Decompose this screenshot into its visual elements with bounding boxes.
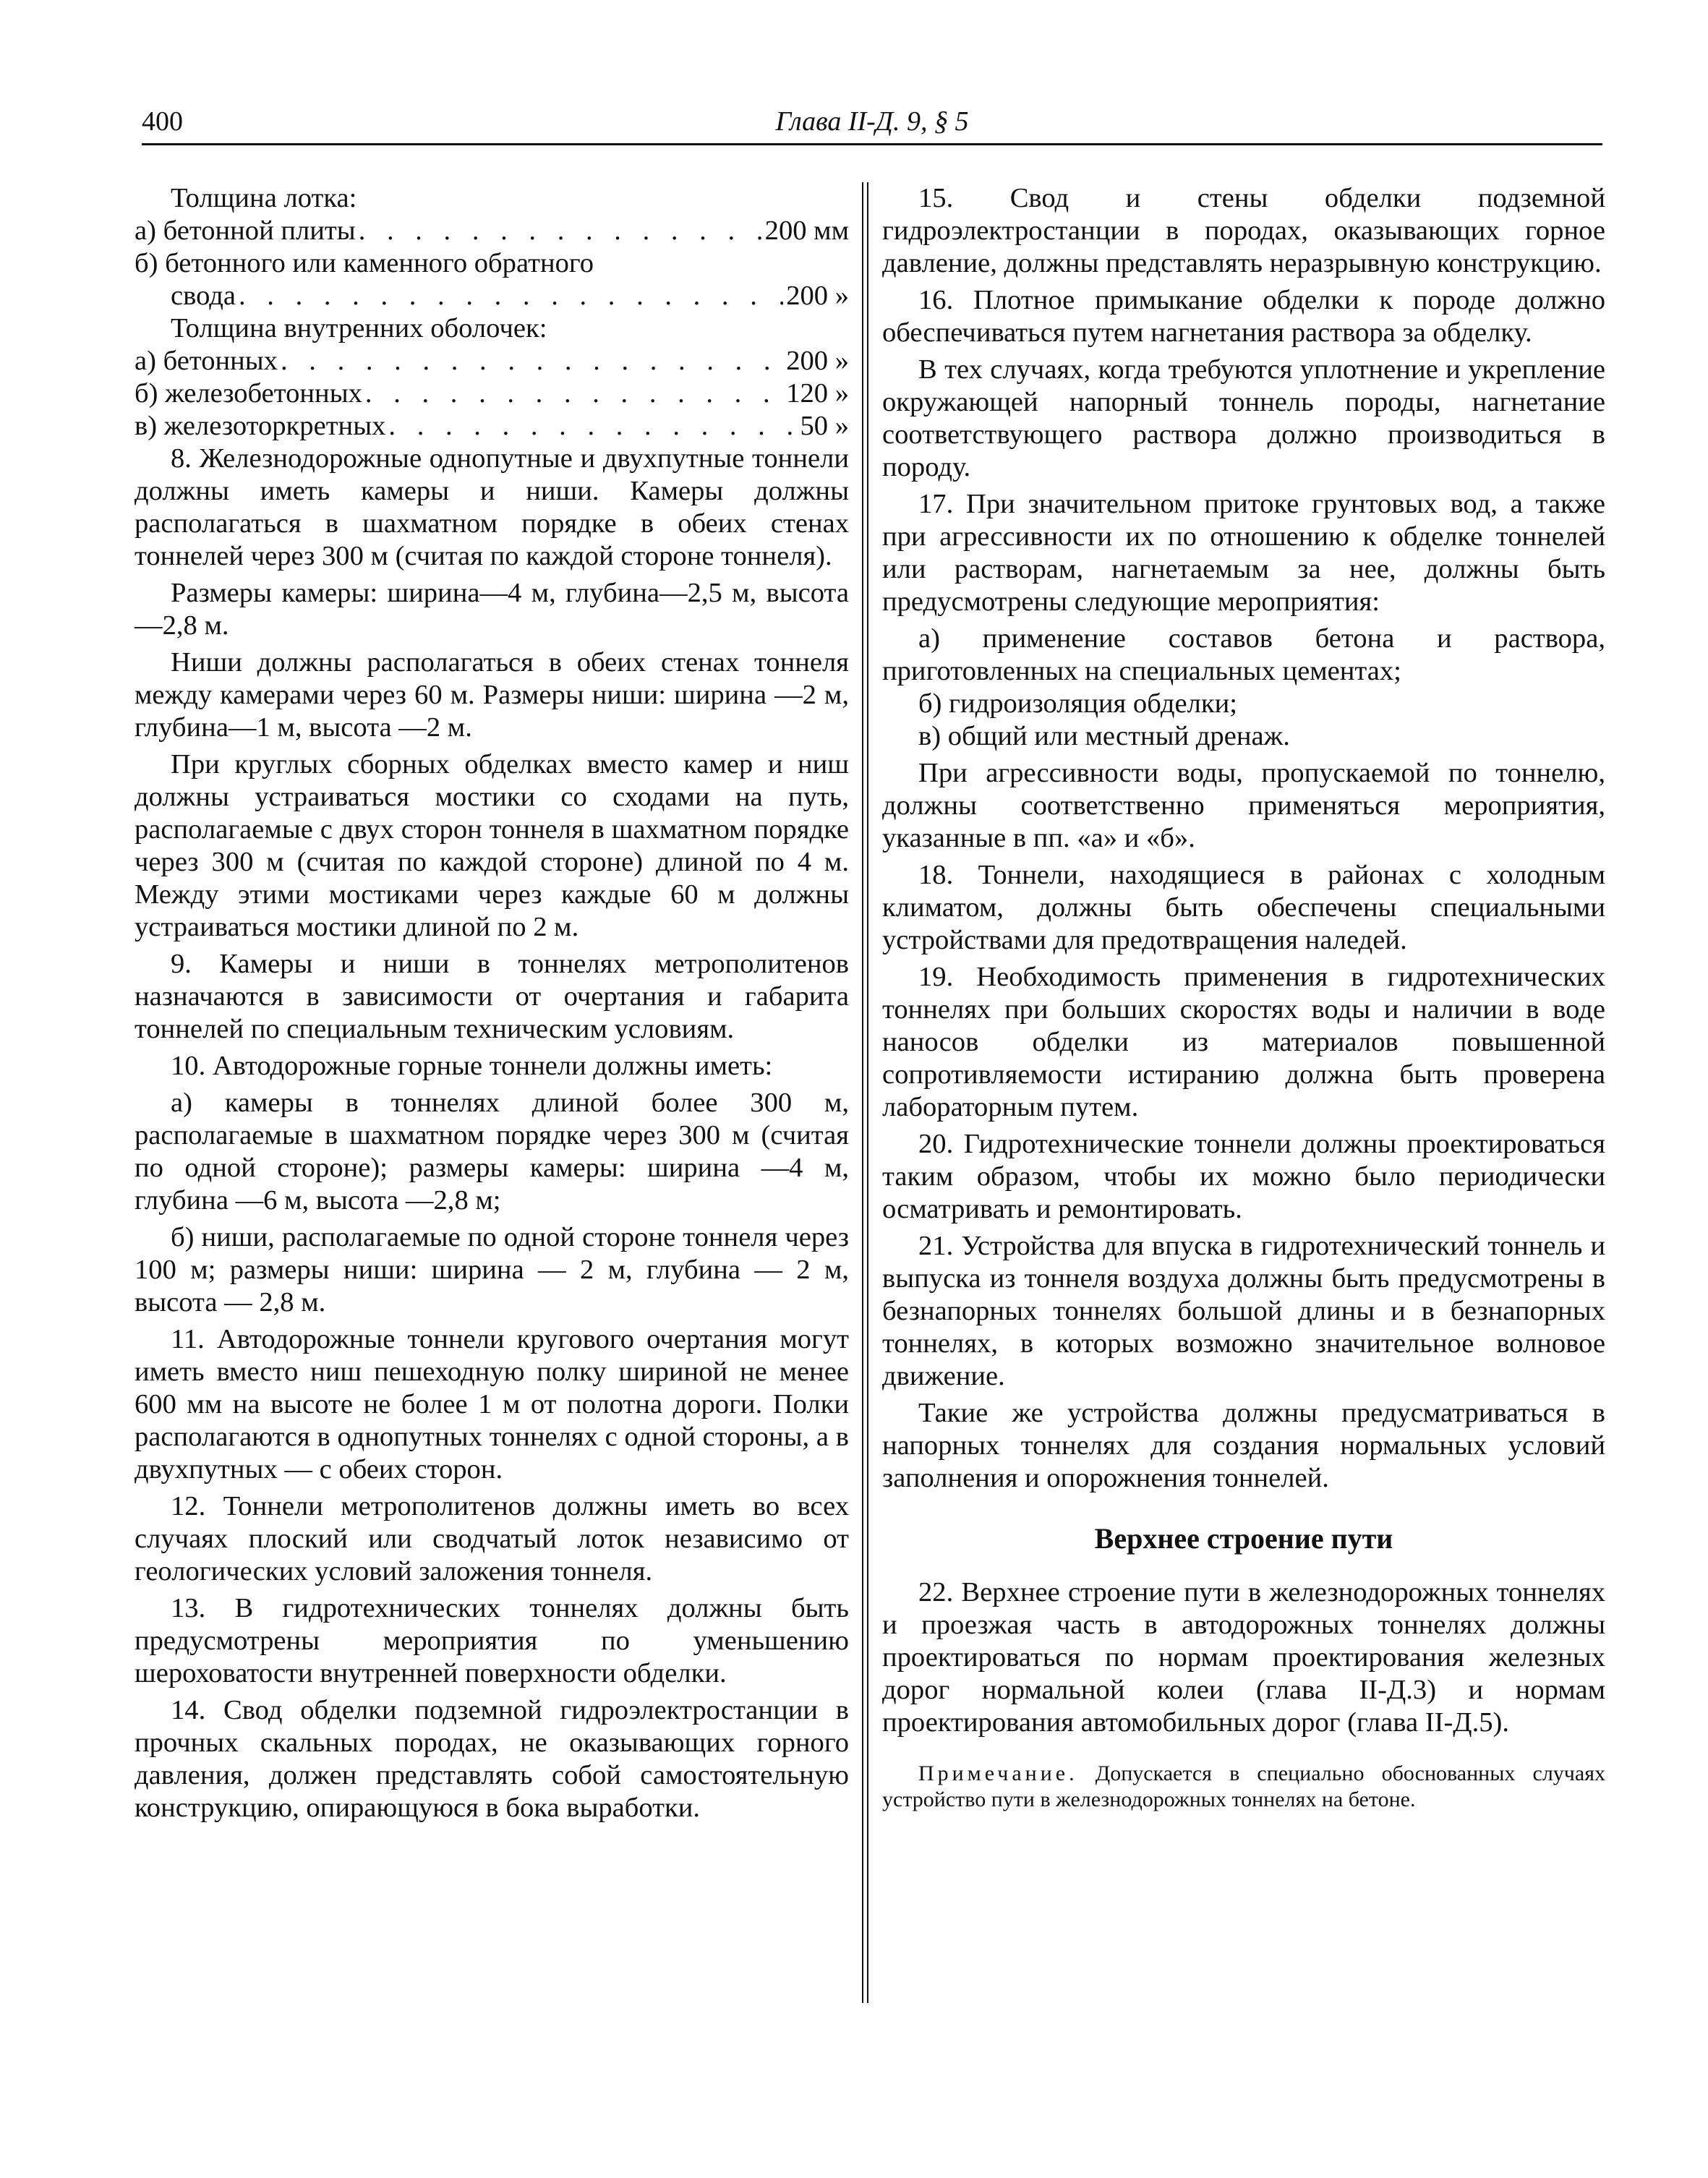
paragraph: 15. Свод и стены обделки подземной гидроэлектростанции в породах, оказывающих горное давление, должны представлять неразрывную конструкцию. [882,183,1605,278]
running-header [142,106,1602,145]
paragraph: б) ниши, располагаемые по одной стороне тоннеля через 100 м; размеры ниши: ширина — 2 м, глубина — 2 м, высота — 2,8 м. [134,1222,849,1318]
list-item: в) общий или местный дренаж. [918,721,1290,751]
spec-value: 200 мм [764,215,849,246]
spec-label: в) железоторкретных [134,411,386,441]
paragraph: 19. Необходимость применения в гидротехнических тоннелях при больших скоростях воды и наличии в воде наносов обделки из материалов повышенной сопротивляемости истиранию должна быть проверена лабораторным путем. [882,962,1605,1122]
list-item: а) применение составов бетона и раствора, приготовленных на специальных цементах; [882,623,1605,686]
paragraph: Ниши должны располагаться в обеих стенах тоннеля между камерами через 60 м. Размеры ниши: ширина —2 м, глубина—1 м, высота —2 м. [134,647,849,743]
leader-dots [388,410,797,443]
spec-value: 50 » [800,411,849,441]
tray-thickness-heading: Толщина лотка: [171,183,357,213]
spec-row [134,345,849,377]
spec-value: 200 » [786,346,849,376]
spec-label: а) бетонных [134,346,278,376]
spec-value: 120 » [786,378,849,409]
paragraph: Такие же устройства должны предусматриваться в напорных тоннелях для создания нормальных условий заполнения и опорожнения тоннелей. [882,1398,1605,1493]
spec-label: б) железобетонных [134,378,362,409]
list-item: б) гидроизоляция обделки; [918,688,1237,719]
paragraph: При круглых сборных обделках вместо камер и ниш должны устраиваться мостики со сходами на путь, располагаемые с двух сторон тоннеля в шахматном порядке через 300 м (считая по каждой стороне) длиной по 4 м. Между этими мостиками через каждые 60 м должны устраиваться мостики длиной по 2 м. [134,749,849,942]
paragraph: В тех случаях, когда требуются уплотнение и укрепление окружающей напорный тоннель породы, нагнетание соответствующего раствора должно производиться в породу. [882,354,1605,482]
paragraph: При агрессивности воды, пропускаемой по тоннелю, должны соответственно применяться мероприятия, указанные в пп. «а» и «б». [882,758,1605,853]
paragraph: 17. При значительном притоке грунтовых вод, а также при агрессивности их по отношению к обделке тоннелей или растворам, нагнетаемым за нее, должны быть предусмотрены следующие мероприятия: [882,489,1605,617]
leader-dots [281,345,783,377]
note-text: Допускается в специально обоснованных случаях устройство пути в железнодорожных тоннелях на бетоне. [882,1761,1605,1811]
leader-dots [359,215,762,247]
paragraph: 22. Верхнее строение пути в железнодорожных тоннелях и проезжая часть в автодорожных тоннелях должны проектироваться по нормам проектирования железных дорог нормальной колеи (глава II-Д.3) и нормам проектирования автомобильных дорог (глава II-Д.5). [882,1577,1605,1738]
paragraph: 21. Устройства для впуска в гидротехнический тоннель и выпуска из тоннеля воздуха должны быть предусмотрены в безнапорных тоннелях большой длины и в безнапорных тоннелях, в которых возможно значительное волновое движение. [882,1231,1605,1391]
column-divider [867,182,868,2003]
left-column [134,182,849,1824]
paragraph: 14. Свод обделки подземной гидроэлектростанции в прочных скальных породах, не оказывающих горного давления, должен представлять собой самостоятельную конструкцию, опирающуюся в бока выработки. [134,1695,849,1823]
spec-label: свода [171,281,236,311]
section-heading: Верхнее строение пути [1094,1522,1393,1555]
paragraph: 8. Железнодорожные однопутные и двухпутные тоннели должны иметь камеры и ниши. Камеры должны располагаться в шахматном порядке в обеих стенах тоннелей через 300 м (считая по каждой стороне тоннеля). [134,443,849,571]
column-divider [862,182,863,2003]
note-label: Примечание. [918,1761,1078,1785]
paragraph: Размеры камеры: ширина—4 м, глубина—2,5 м, высота —2,8 м. [134,578,849,641]
leader-dots [365,377,783,410]
spec-value: 200 » [786,281,849,311]
paragraph: 16. Плотное примыкание обделки к породе должно обеспечиваться путем нагнетания раствора за обделку. [882,285,1605,348]
paragraph: 9. Камеры и ниши в тоннелях метрополитенов назначаются в зависимости от очертания и габарита тоннелей по специальным техническим условиям. [134,949,849,1044]
running-title: Глава II-Д. 9, § 5 [775,106,969,137]
paragraph: 18. Тоннели, находящиеся в районах с холодным климатом, должны быть обеспечены специальными устройствами для предотвращения наледей. [882,860,1605,955]
paragraph: 12. Тоннели метрополитенов должны иметь во всех случаях плоский или сводчатый лоток независимо от геологических условий заложения тоннеля. [134,1491,849,1586]
spec-row [134,280,849,312]
paragraph: 11. Автодорожные тоннели кругового очертания могут иметь вместо ниш пешеходную полку шириной не менее 600 мм на высоте не более 1 м от полотна дороги. Полки располагаются в однопутных тоннелях с одной стороны, а в двухпутных — с обеих сторон. [134,1324,849,1485]
spec-label: а) бетонной плиты [134,215,356,246]
spec-row [134,377,849,410]
right-column [882,182,1605,1813]
spec-row [134,410,849,443]
spec-label-line: б) бетонного или каменного обратного [134,248,594,278]
shell-thickness-heading: Толщина внутренних оболочек: [171,313,547,343]
page-number: 400 [142,106,183,137]
spec-row [134,215,849,247]
paragraph: 13. В гидротехнических тоннелях должны быть предусмотрены мероприятия по уменьшению шероховатости внутренней поверхности обделки. [134,1593,849,1688]
paragraph: а) камеры в тоннелях длиной более 300 м, располагаемые в шахматном порядке через 300 м (считая по одной стороне); размеры камеры: ширина —4 м, глубина —6 м, высота —2,8 м; [134,1088,849,1216]
leader-dots [239,280,783,312]
paragraph: 20. Гидротехнические тоннели должны проектироваться таким образом, чтобы их можно было периодически осматривать и ремонтировать. [882,1129,1605,1224]
paragraph: 10. Автодорожные горные тоннели должны иметь: [171,1051,773,1081]
footnote [882,1761,1605,1813]
